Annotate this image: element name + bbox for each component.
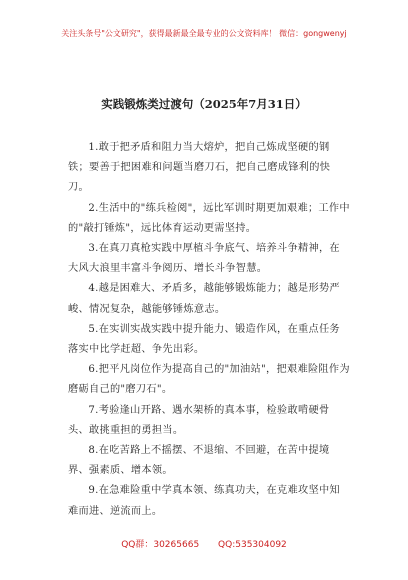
document-title: 实践锻炼类过渡句（2025年7月31日）	[101, 97, 307, 111]
paragraph-7: 7.考验逢山开路、遇水架桥的真本事，检验敢啃硬骨头、敢挑重担的勇担当。	[68, 404, 330, 436]
header-banner: 关注头条号"公文研究"，获得最新最全最专业的公文资料库！ 微信：gongwenyj	[61, 29, 347, 38]
paragraph-2: 2.生活中的"练兵检阅"，远比军训时期更加艰难；工作中的"敲打锤炼"，远比体育运动更需坚持。	[68, 202, 350, 234]
footer-qq-group: QQ群：30265665	[121, 540, 200, 550]
paragraph-4: 4.越是困难大、矛盾多，越能够锻炼能力；越是形势严峻、情况复杂，越能够锤炼意志。	[68, 283, 340, 315]
paragraph-9: 9.在急难险重中学真本领、练真功夫，在克难攻坚中知难而进、逆流而上。	[68, 485, 340, 517]
paragraph-1: 1.敢于把矛盾和阻力当大熔炉，把自己炼成坚硬的钢铁；要善于把困难和问题当磨刀石，把自己磨成锋利的快刀。	[68, 142, 331, 194]
document-body	[68, 138, 350, 522]
paragraph-8: 8.在吃苦路上不摇摆、不退缩、不回避，在苦中提境界、强素质、增本领。	[68, 445, 330, 477]
paragraph-5: 5.在实训实战实践中提升能力、锻造作风，在重点任务落实中比学赶超、争先出彩。	[68, 323, 340, 356]
paragraph-6: 6.把平凡岗位作为提高自己的"加油站"，把艰难险阻作为磨砺自己的"磨刀石"。	[68, 364, 350, 396]
footer-qq: QQ:535304092	[218, 540, 287, 550]
footer-contact	[0, 537, 408, 550]
paragraph-3: 3.在真刀真枪实践中厚植斗争底气、培养斗争精神，在大风大浪里丰富斗争阅历、增长斗争智慧。	[68, 243, 340, 275]
